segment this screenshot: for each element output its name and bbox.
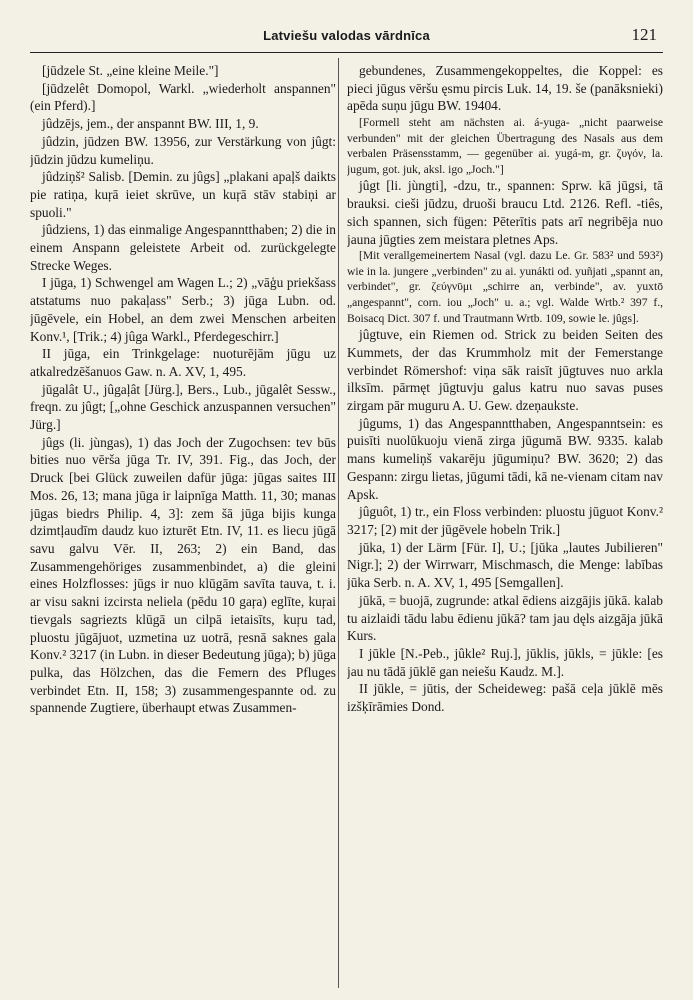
entry: jûdziens, 1) das einmalige Angespanntthaben; 2) die in einem Anspann geleistete Arbeit od. zurückgelegte Strecke Weges.	[30, 222, 336, 273]
right-column	[347, 62, 663, 987]
entry: [jūdzele St. „eine kleine Meile."]	[42, 63, 219, 78]
etymology-note: [Mit verallgemeinertem Nasal (vgl. dazu Le. Gr. 583² und 593²) wie in la. jungere „verbinden" zu ai. yunákti od. yuñjati „spannt an, verbindet", gr. ζεύγνῡμι „schirre an, verbinde", av. yuxtō „angespannt", corn. iou „Joch" u. a.; vgl. Walde Wrtb.² 397 f., Boisacq Dict. 307 f. und Trautmann Wrtb. 109, sowie le. jûgs].	[347, 249, 663, 325]
page-title: Latviešu valodas vārdnīca	[263, 28, 430, 43]
entry: jūgalât U., jûgaļât [Jürg.], Bers., Lub., jūgalêt Sessw., freqn. zu jûgt; [„ohne Geschick anzuspannen versuchen" Jürg.]	[30, 381, 336, 433]
entry: gebundenes, Zusammengekoppeltes, die Koppel: es pieci jūgus vēršu ęsmu pircis Luk. 14, 19. še (panāksnieki) apēda suņu jūgu BW. 19404.	[347, 63, 663, 114]
page-header	[30, 25, 663, 50]
entry: jûdzin, jūdzen BW. 13956, zur Verstärkung von jûgt: jūdzin jūdzu kumeliņu.	[30, 133, 336, 167]
entry: II jūkle, = jūtis, der Scheideweg: pašā ceļa jūklē mēs izšķīrāmies Dond.	[347, 681, 663, 715]
entry: jûgtuve, ein Riemen od. Strick zu beiden Seiten des Kummets, der das Krummholz mit der Femerstange verbindet Römershof: viņa sāk raisīt jūgtuves nuo arkla ilksīm. pārmęt jūgtuvju galus katru nuo savas puses zirgam pār muguru A. U. Gew. dzeņaukste.	[347, 327, 663, 414]
entry: I jūkle [N.-Peb., jûkle² Ruj.], jūklis, jūkls, = jūkle: [es jau nu tādā jūklē gan neiešu Kaudz. M.].	[347, 645, 663, 679]
entry: jûguôt, 1) tr., ein Floss verbinden: pluostu jūguot Konv.² 3217; [2) mit der jūgēvele hobeln Trik.]	[347, 504, 663, 537]
entry: jûdzējs, jem., der anspannt BW. III, 1, 9.	[42, 116, 259, 132]
entry: jūkā, = buojā, zugrunde: atkal ēdiens aizgājis jūkā. kalab tu aizlaidi tādu labu ēdienu jūkā? tam jau dęls aizgāja jūkā Kurs.	[347, 592, 663, 644]
header-rule	[30, 52, 663, 53]
etymology-note: [Formell steht am nächsten ai. á-yuga- „nicht paarweise verbunden" mit der gleichen Übertragung des Nasals aus dem verbalen Präsensstamm, — gegenüber ai. yugá-m, gr. ζυγόν, la. jugum, got. juk, aksl. igo „Joch."]	[347, 116, 663, 176]
entry: I jūga, 1) Schwengel am Wagen L.; 2) „vāģu priekšass atstatums nuo pakaļass" Serb.; 3) jūga Lubn. od. jūgēvele, ein Hobel, an dem zwei Menschen arbeiten Konv.¹, [Trik.; 4) jûga Warkl., Pferdegeschirr.]	[30, 275, 336, 344]
column-divider	[338, 58, 339, 988]
entry: jûgums, 1) das Angespanntthaben, Angespanntsein: es puisīti nuolūkuoju vienā zirga jūgumā BW. 9335. kalab mans kumeliņš vakarēju jūgumiņu? BW. 3620; 2) das Gespann: zirgu lietas, jūgumi tādi, kā ne-vienam citam nav Apsk.	[347, 415, 663, 502]
entry: jûdziņš² Salisb. [Demin. zu jûgs] „plakani apaļš daikts pie ratiņa, kuŗā ieiet skrūve, un kuŗā stāv stabiņi ar spuoli."	[30, 169, 336, 220]
entry: [jūdzelêt Domopol, Warkl. „wiederholt anspannen" (ein Pferd).]	[30, 80, 336, 114]
entry: jūka, 1) der Lärm [Für. I], U.; [jūka „lautes Jubilieren" Nigr.]; 2) der Wirrwarr, Mischmasch, die Menge: labības jūka Serb. n. A. XV, 1, 495 [Semgallen].	[347, 539, 663, 591]
entry: II jūga, ein Trinkgelage: nuoturējām jūgu uz atkalredzēšanuos Gaw. n. A. XV, 1, 495.	[30, 346, 336, 379]
entry: jûgt [li. jùngti], -dzu, tr., spannen: Sprw. kā jūgsi, tā brauksi. cieši jūdzu, druoši braucu Ltd. 2126. Refl. -tiês, sich spannen, sich fügen: Pēterītis pats arī negribēja nuo jauna jūgties zem meistara pletnes Aps.	[347, 178, 663, 247]
entry: jûgs (li. jùngas), 1) das Joch der Zugochsen: tev būs bities nuo vērša jūga Tr. IV, 391. Fig., das Joch, der Druck [bei Glück zuweilen dafür jūga: jūgas saites III Mos. 26, 13; mana jūga ir laipnīga Matth. 11, 30; manas jūgas biedrs Philip. 4, 3]: zem šā jūga bijis kunga dzimtļaudīm daudz kuo izturēt Etn. IV, 11. es liecu jūgā savu galvu Vēr. II, 263; 2) ein Band, das Zusammengehöriges zusammenbindet, a) die gleini eines Holzflosses: jūgs ir nuo klūgām savīta tauva, t. i. ar visu sakni izcirsta neliela (pēdu 10 gaŗa) eglīte, kuŗai tievgals sagriezts klūgā un cilpā ietaisīts, kuŗu tad, pluostu jūgājuot, uzmetina uz uotrā, ŗesnā saknes gala Konv.² 3217 (in Lubn. in dieser Bedeutung jūga); b) jūga pulka, das Hölzchen, das die Femern des Pfluges verbindet Etn. II, 158; 3) zusammengespannte od. zu spannende Zugtiere, überhaupt etwas Zusammen-	[30, 434, 336, 716]
page-number: 121	[631, 25, 657, 44]
left-column	[30, 62, 336, 987]
